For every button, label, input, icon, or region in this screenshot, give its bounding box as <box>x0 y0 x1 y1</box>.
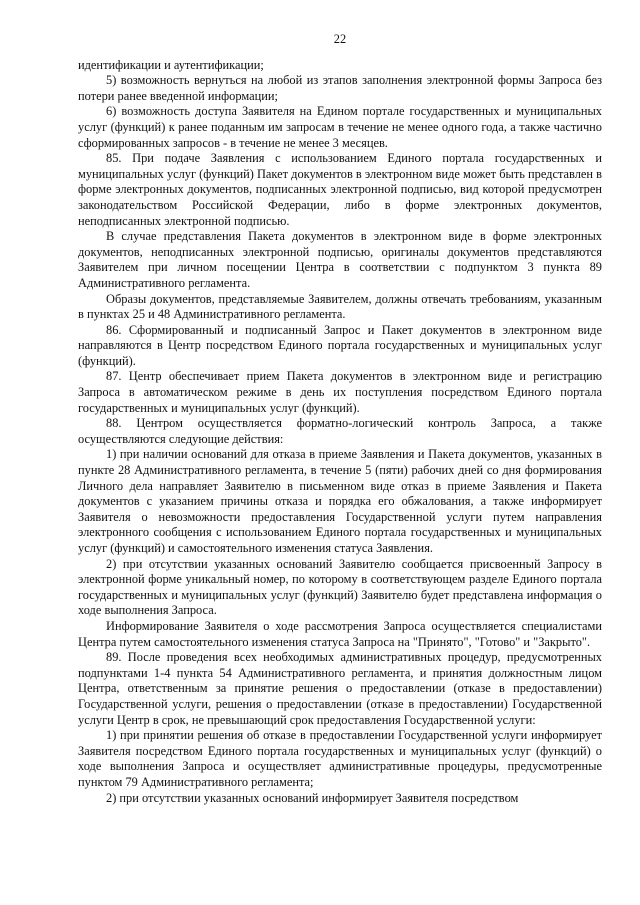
paragraph: идентификации и аутентификации; <box>78 57 264 72</box>
paragraph: 88. Центром осуществляется форматно-логический контроль Запроса, а также осуществляются следующие действия: <box>78 416 602 446</box>
paragraph: 2) при отсутствии указанных оснований информирует Заявителя посредством <box>106 790 519 805</box>
paragraph: В случае представления Пакета документов в электронном виде в форме электронных документов, неподписанных электронной подписью, оригиналы документов представляются Заявителем при личном посещении Центра в соответствии с подпунктом 3 пункта 89 Административного регламента. <box>78 229 602 290</box>
paragraph: 5) возможность вернуться на любой из этапов заполнения электронной формы Запроса без потери ранее введенной информации; <box>78 73 602 103</box>
document-body <box>78 58 602 807</box>
paragraph: 6) возможность доступа Заявителя на Едином портале государственных и муниципальных услуг (функций) к ранее поданным им запросам в течение не менее одного года, а также частично сформированных запросов - в течение не менее 3 месяцев. <box>78 104 602 150</box>
paragraph: 86. Сформированный и подписанный Запрос и Пакет документов в электронном виде направляются в Центр посредством Единого портала государственных и муниципальных услуг (функций). <box>78 322 602 368</box>
paragraph: 87. Центр обеспечивает прием Пакета документов в электронном виде и регистрацию Запроса в автоматическом режиме в день их поступления посредством Единого портала государственных и муниципальных услуг (функций). <box>78 369 602 415</box>
paragraph: 89. После проведения всех необходимых административных процедур, предусмотренных подпунктами 1-4 пункта 54 Административного регламента, и принятия должностным лицом Центра, ответственным за принятие решения о предоставлении (отказе в предоставлении) Государственной услуги, решения о предоставлении (отказе в предоставлении) Государственной услуги Центр в срок, не превышающий срок предоставления Государственной услуги: <box>78 650 602 727</box>
paragraph: 1) при принятии решения об отказе в предоставлении Государственной услуги информирует Заявителя посредством Единого портала государственных и муниципальных услуг (функций) о ходе выполнения Запроса и осуществляет административные процедуры, предусмотренные пунктом 79 Административного регламента; <box>78 728 602 789</box>
paragraph: 85. При подаче Заявления с использованием Единого портала государственных и муниципальных услуг (функций) Пакет документов в электронном виде может быть представлен в форме электронных документов, подписанных электронной подписью, вид которой предусмотрен законодательством Российской Федерации, либо в форме электронных документов, неподписанных электронной подписью. <box>78 151 602 228</box>
paragraph: 1) при наличии оснований для отказа в приеме Заявления и Пакета документов, указанных в пункте 28 Административного регламента, в течение 5 (пяти) рабочих дней со дня формирования Личного дела направляет Заявителю в письменном виде отказ в приеме Заявления и Пакета документов с указанием причины отказа и порядка его обжалования, а также информирует Заявителя о невозможности предоставления Государственной услуги путем направления электронного сообщения с использованием Единого портала государственных и муниципальных услуг (функций) и самостоятельного изменения статуса Заявления. <box>78 447 602 555</box>
paragraph: 2) при отсутствии указанных оснований Заявителю сообщается присвоенный Запросу в электронной форме уникальный номер, по которому в соответствующем разделе Единого портала государственных и муниципальных услуг (функций) Заявителю будет представлена информация о ходе выполнения Запроса. <box>78 556 602 618</box>
paragraph: Образы документов, представляемые Заявителем, должны отвечать требованиям, указанным в пунктах 25 и 48 Административного регламента. <box>78 291 602 322</box>
page-number: 22 <box>333 32 347 46</box>
paragraph: Информирование Заявителя о ходе рассмотрения Запроса осуществляется специалистами Центра путем самостоятельного изменения статуса Запроса на "Принято", "Готово" и "Закрыто". <box>78 618 602 649</box>
